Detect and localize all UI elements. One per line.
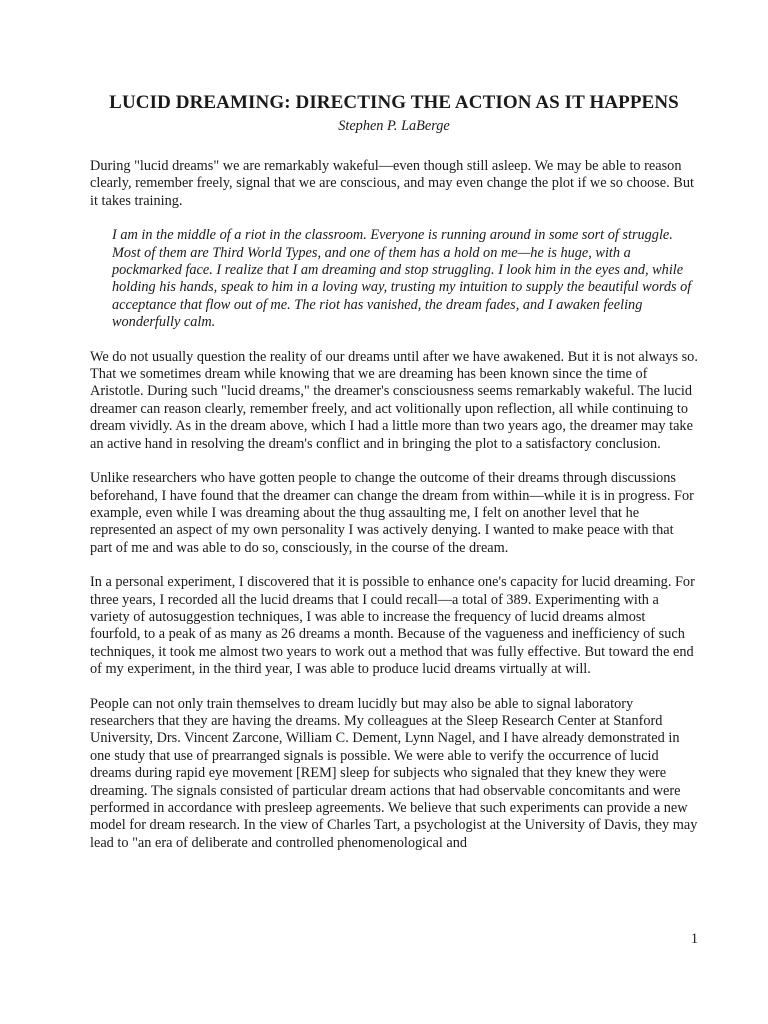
body-paragraph: People can not only train themselves to dream lucidly but may also be able to signal laboratory researchers that they are having the dreams. My colleagues at the Sleep Research Center at Stanford University, Drs. Vincent Zarcone, William C. Dement, Lynn Nagel, and I have already demonstrated in one study that use of prearranged signals is possible. We were able to verify the occurrence of lucid dreams during rapid eye movement [REM] sleep for subjects who signaled that they knew they were dreaming. The signals consisted of particular dream actions that had observable concomitants and were performed in accordance with presleep agreements. We believe that such experiments can provide a new model for dream research. In the view of Charles Tart, a psychologist at the University of Davis, they may lead to "an era of deliberate and controlled phenomenological and [90, 695, 698, 851]
body-paragraph: We do not usually question the reality of our dreams until after we have awakened. But it is not always so. That we sometimes dream while knowing that we are dreaming has been known since the time of Aristotle. During such "lucid dreams," the dreamer's consciousness seems remarkably wakeful. The lucid dreamer can reason clearly, remember freely, and act volitionally upon reflection, all while continuing to dream vividly. As in the dream above, which I had a little more than two years ago, the dreamer may take an active hand in resolving the dream's conflict and in bringing the plot to a satisfactory conclusion. [90, 348, 698, 452]
body-paragraph: Unlike researchers who have gotten people to change the outcome of their dreams through discussions beforehand, I have found that the dreamer can change the dream from within—while it is in progress. For example, even while I was dreaming about the thug assaulting me, I felt on another level that he represented an aspect of my own personality I was actively denying. I wanted to make peace with that part of me and was able to do so, consciously, in the course of the dream. [90, 470, 694, 556]
dream-quote: I am in the middle of a riot in the classroom. Everyone is running around in some sort of struggle. Most of them are Third World Types, and one of them has a hold on me—he is huge, with a pockmarked face. I realize that I am dreaming and stop struggling. I look him in the eyes and, while holding his hands, speak to him in a loving way, trusting my intuition to supply the beautiful words of acceptance that flow out of me. The riot has vanished, the dream fades, and I awaken feeling wonderfully calm. [112, 227, 692, 331]
body-paragraph: In a personal experiment, I discovered that it is possible to enhance one's capacity for lucid dreaming. For three years, I recorded all the lucid dreams that I could recall—a total of 389. Experimenting with a variety of autosuggestion techniques, I was able to increase the frequency of lucid dreams almost fourfold, to a peak of as many as 26 dreams a month. Because of the vagueness and inefficiency of such techniques, it took me almost two years to work out a method that was fully effective. But toward the end of my experiment, in the third year, I was able to produce lucid dreams virtually at will. [90, 574, 695, 678]
document-title: LUCID DREAMING: DIRECTING THE ACTION AS IT HAPPENS [109, 92, 679, 113]
intro-paragraph: During "lucid dreams" we are remarkably wakeful—even though still asleep. We may be able to reason clearly, remember freely, signal that we are conscious, and may even change the plot if we so choose. But it takes training. [90, 158, 694, 209]
page-number: 1 [690, 931, 698, 947]
document-author: Stephen P. LaBerge [338, 118, 450, 134]
